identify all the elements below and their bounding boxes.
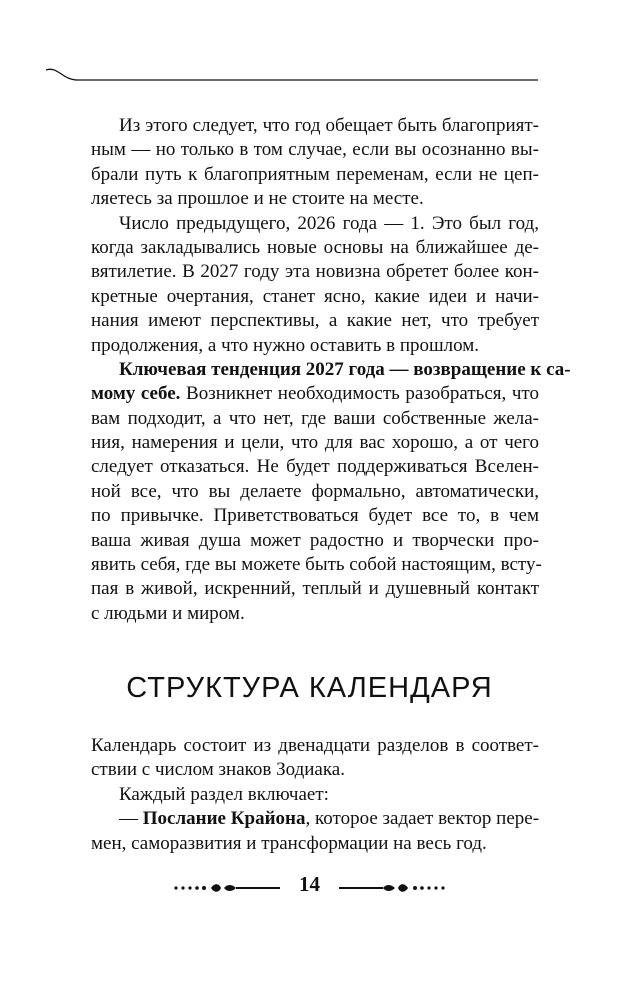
- body-text-top: [91, 114, 571, 626]
- paragraph-3-line: явить себя, где вы можете быть собой настоящим, всту-: [91, 554, 542, 576]
- list-dash: —: [119, 808, 138, 830]
- body-text-bottom: [91, 734, 539, 856]
- header-ornament-rule: [44, 62, 540, 92]
- paragraph-3-line: пая в живой, искренний, теплый и душевный контакт: [91, 578, 539, 600]
- paragraph-2-line: кретные очертания, станет ясно, какие идеи и начи-: [91, 285, 539, 307]
- paragraph-2-line: вятилетие. В 2027 году эта новизна обретет более кон-: [91, 261, 539, 283]
- paragraph-3-line: следует отказаться. Не будет поддерживаться Вселен-: [91, 456, 539, 478]
- section-heading: СТРУКТУРА КАЛЕНДАРЯ: [126, 672, 493, 704]
- paragraph-3-line: ваша живая душа может радостно и творчески про-: [91, 529, 539, 551]
- list-item-line: мен, саморазвития и трансформации на весь год.: [91, 832, 487, 854]
- paragraph-1-line: брали путь к благоприятным переменам, если не цеп-: [91, 163, 539, 185]
- paragraph-3-line: ния, намерения и цели, что для вас хорошо, а от чего: [91, 432, 539, 454]
- list-item-line: [91, 807, 539, 831]
- page-number: 14: [299, 872, 320, 896]
- paragraph-1-line: Из этого следует, что год обещает быть благоприят-: [119, 115, 539, 136]
- paragraph-3-line: ной все, что вы делаете формально, автоматически,: [91, 480, 539, 502]
- paragraph-5-line: Каждый раздел включает:: [119, 783, 329, 805]
- paragraph-2-line: нания имеют перспективы, а какие нет, что требует: [91, 310, 539, 332]
- paragraph-2-line: когда закладывались новые основы на ближайшее де-: [91, 236, 539, 258]
- paragraph-4-line: ствии с числом знаков Зодиака.: [91, 759, 345, 781]
- paragraph-3-line-mixed: [91, 382, 539, 406]
- list-item-bold-term: Послание Крайона: [142, 808, 306, 830]
- paragraph-1-line: ляетесь за прошлое и не стоите на месте.: [91, 188, 424, 210]
- paragraph-1-line: ным — но только в том случае, если вы осознанно вы-: [91, 139, 539, 161]
- paragraph-3-bold-fragment: мому себе.: [91, 383, 181, 405]
- paragraph-4-line: Календарь состоит из двенадцати разделов в соответ-: [91, 735, 539, 756]
- paragraph-3-line: вам подходит, а что нет, где ваши собственные жела-: [91, 407, 539, 429]
- paragraph-3-bold-line: Ключевая тенденция 2027 года — возвращение к са-: [119, 358, 571, 380]
- list-item-text: , которое задает вектор пере-: [305, 808, 540, 830]
- paragraph-2-line: продолжения, а что нужно оставить в прошлом.: [91, 334, 480, 356]
- paragraph-3-line: по привычке. Приветствоваться будет все то, в чем: [91, 505, 539, 527]
- paragraph-2-line: Число предыдущего, 2026 года — 1. Это был год,: [119, 212, 539, 234]
- paragraph-3-line: с людьми и миром.: [91, 602, 245, 624]
- paragraph-3-fragment: Возникнет необходимость разобраться, что: [180, 383, 539, 405]
